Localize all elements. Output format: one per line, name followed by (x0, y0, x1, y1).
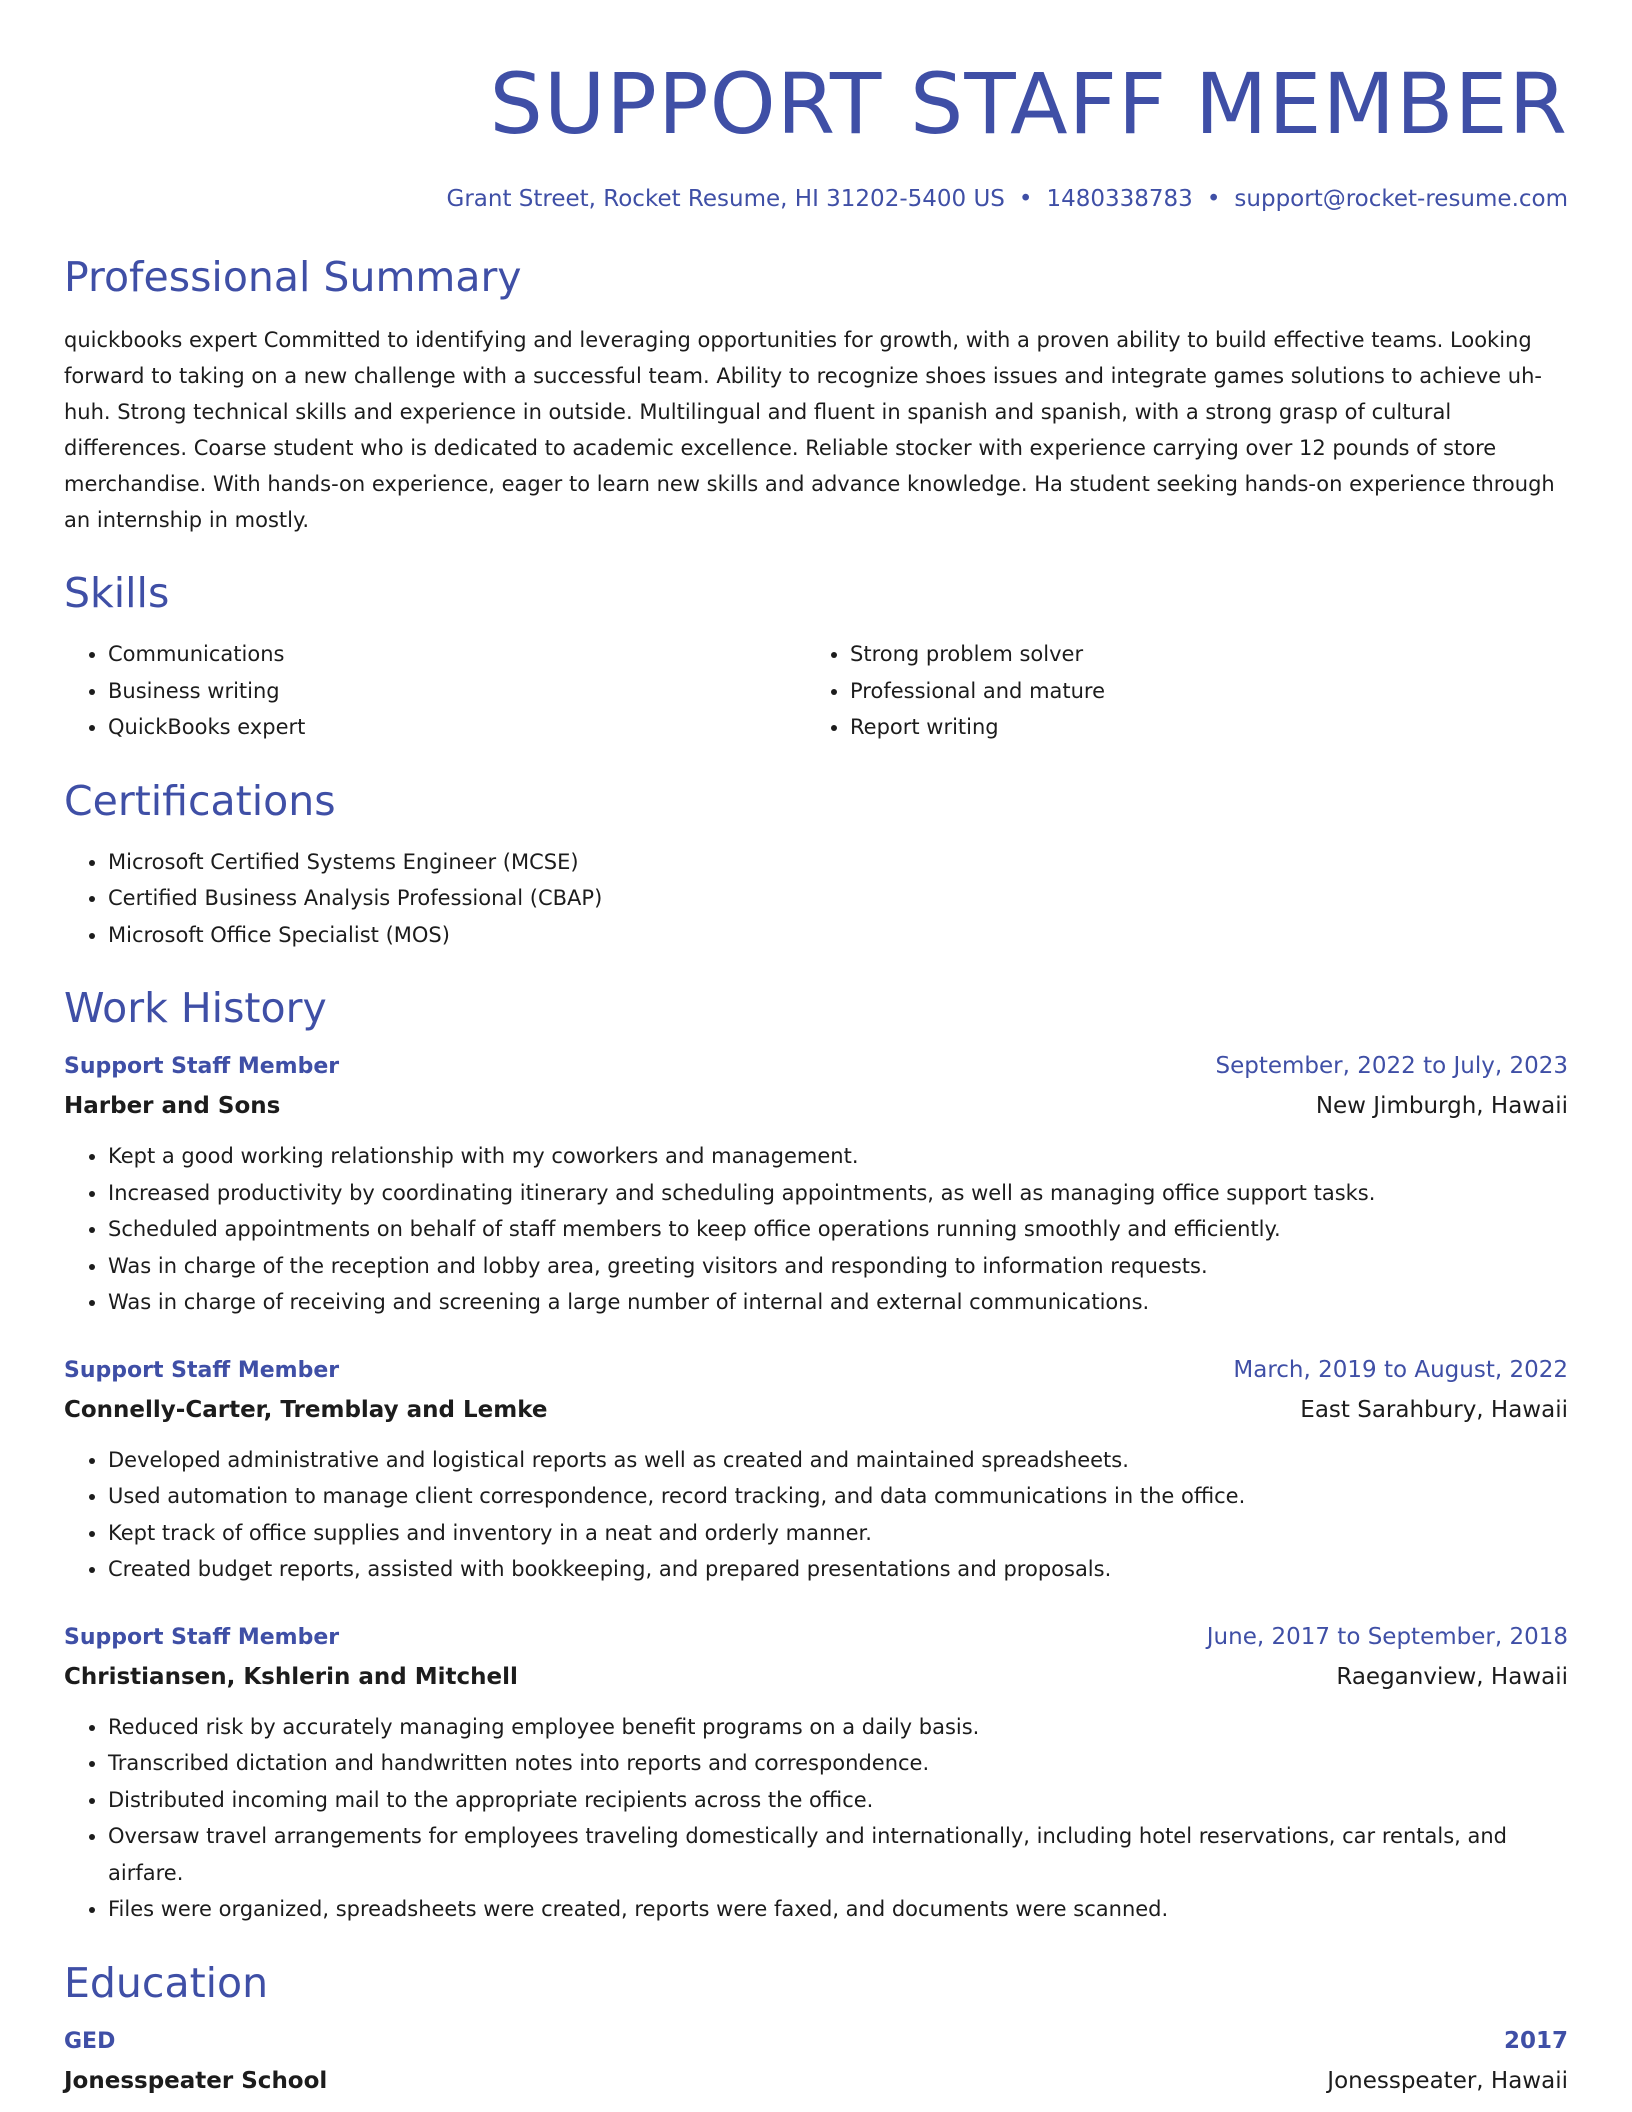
job-company-row (64, 1086, 1568, 1126)
contact-address: Grant Street, Rocket Resume, HI 31202-5400 US (446, 186, 1005, 212)
education-entry (64, 2022, 1568, 2101)
summary-heading: Professional Summary (64, 253, 522, 301)
job-duty: • Files were organized, spreadsheets were created, reports were faxed, and documents were scanned. (108, 1891, 1568, 1928)
skills-heading: Skills (64, 569, 170, 617)
job-company: Harber and Sons (64, 1093, 281, 1119)
job-title: Support Staff Member (64, 1357, 340, 1383)
certifications-list (64, 844, 1568, 954)
contact-separator: • (1018, 186, 1033, 212)
education-year: 2017 (1503, 2027, 1568, 2054)
skills-section (64, 568, 1568, 746)
job-title: Support Staff Member (64, 1624, 340, 1650)
job-duty: • Distributed incoming mail to the appropriate recipients across the office. (108, 1782, 1568, 1819)
job-company-row (64, 1657, 1568, 1697)
job-duty: • Used automation to manage client correspondence, record tracking, and data communications in the office. (108, 1478, 1568, 1515)
contact-phone: 1480338783 (1046, 186, 1193, 212)
job-header-row (64, 1618, 1568, 1657)
skills-grid (64, 636, 1568, 746)
job-duty: • Was in charge of the reception and lobby area, greeting visitors and responding to information requests. (108, 1248, 1568, 1285)
skill-item: • Professional and mature (850, 673, 1568, 710)
certifications-section (64, 776, 1568, 954)
skill-item: • QuickBooks expert (108, 709, 806, 746)
job-dates: March, 2019 to August, 2022 (1233, 1356, 1568, 1383)
job-duty: • Transcribed dictation and handwritten notes into reports and correspondence. (108, 1745, 1568, 1782)
certification-item: • Microsoft Certified Systems Engineer (MCSE) (108, 844, 1568, 881)
job-duty: • Kept a good working relationship with my coworkers and management. (108, 1138, 1568, 1175)
job-duties-list (64, 1138, 1568, 1321)
work-history-section (64, 983, 1568, 1928)
job-duty: • Reduced risk by accurately managing employee benefit programs on a daily basis. (108, 1709, 1568, 1746)
job-entry (64, 1618, 1568, 1928)
resume-name: SUPPORT STAFF MEMBER (489, 55, 1568, 153)
job-dates: September, 2022 to July, 2023 (1215, 1053, 1568, 1079)
job-title: Support Staff Member (64, 1054, 340, 1079)
job-company-row (64, 1390, 1568, 1430)
summary-text: quickbooks expert Committed to identifying and leveraging opportunities for growth, with a proven ability to build effective teams. Looking forward to taking on a new challenge with a successful team. Ability to recognize shoes issues and integrate games solutions to achieve uh-huh. Strong technical skills and experience in outside. Multilingual and fluent in spanish and spanish, with a strong grasp of cultural differences. Coarse student who is dedicated to academic excellence. Reliable stocker with experience carrying over 12 pounds of store merchandise. With hands-on experience, eager to learn new skills and advance knowledge. Ha student seeking hands-on experience through an internship in mostly. (64, 328, 1555, 532)
job-duty: • Created budget reports, assisted with bookkeeping, and prepared presentations and proposals. (108, 1551, 1568, 1588)
certification-item: • Certified Business Analysis Professional (CBAP) (108, 880, 1568, 917)
job-duty: • Increased productivity by coordinating itinerary and scheduling appointments, as well as managing office support tasks. (108, 1175, 1568, 1212)
education-school: Jonesspeater School (64, 2067, 328, 2094)
job-company: Connelly-Carter, Tremblay and Lemke (64, 1396, 548, 1423)
skill-item: • Strong problem solver (850, 636, 1568, 673)
resume-header (64, 54, 1568, 214)
work-history-heading: Work History (64, 984, 327, 1032)
job-duties-list (64, 1709, 1568, 1928)
job-entry (64, 1351, 1568, 1588)
certification-item: • Microsoft Office Specialist (MOS) (108, 917, 1568, 954)
contact-email[interactable]: support@rocket-resume.com (1234, 186, 1568, 212)
skill-item: • Communications (108, 636, 806, 673)
job-duty: • Oversaw travel arrangements for employees traveling domestically and internationally, including hotel reservations, car rentals, and airfare. (108, 1818, 1568, 1891)
contact-line (64, 184, 1568, 214)
contact-separator: • (1206, 186, 1221, 212)
job-location: New Jimburgh, Hawaii (1315, 1093, 1568, 1119)
skills-list-right (806, 636, 1568, 746)
job-duty: • Scheduled appointments on behalf of staff members to keep office operations running smoothly and efficiently. (108, 1211, 1568, 1248)
skills-list-left (64, 636, 806, 746)
job-location: Raeganview, Hawaii (1336, 1663, 1568, 1690)
job-location: East Sarahbury, Hawaii (1300, 1396, 1568, 1423)
job-header-row (64, 1047, 1568, 1086)
job-entry (64, 1047, 1568, 1321)
job-dates: June, 2017 to September, 2018 (1206, 1623, 1568, 1650)
education-location: Jonesspeater, Hawaii (1327, 2067, 1568, 2094)
certifications-heading: Certifications (64, 776, 336, 825)
skill-item: • Business writing (108, 673, 806, 710)
job-duty: • Was in charge of receiving and screening a large number of internal and external communications. (108, 1284, 1568, 1321)
job-duty: • Kept track of office supplies and inventory in a neat and orderly manner. (108, 1515, 1568, 1552)
education-section (64, 1958, 1568, 2101)
job-duty: • Developed administrative and logistical reports as well as created and maintained spreadsheets. (108, 1442, 1568, 1479)
summary-section (64, 252, 1568, 538)
education-heading: Education (64, 1958, 269, 2007)
education-degree: GED (64, 2028, 116, 2054)
job-header-row (64, 1351, 1568, 1390)
education-school-row (64, 2061, 1568, 2101)
education-header-row (64, 2022, 1568, 2061)
skill-item: • Report writing (850, 709, 1568, 746)
job-duties-list (64, 1442, 1568, 1588)
job-company: Christiansen, Kshlerin and Mitchell (64, 1663, 518, 1690)
